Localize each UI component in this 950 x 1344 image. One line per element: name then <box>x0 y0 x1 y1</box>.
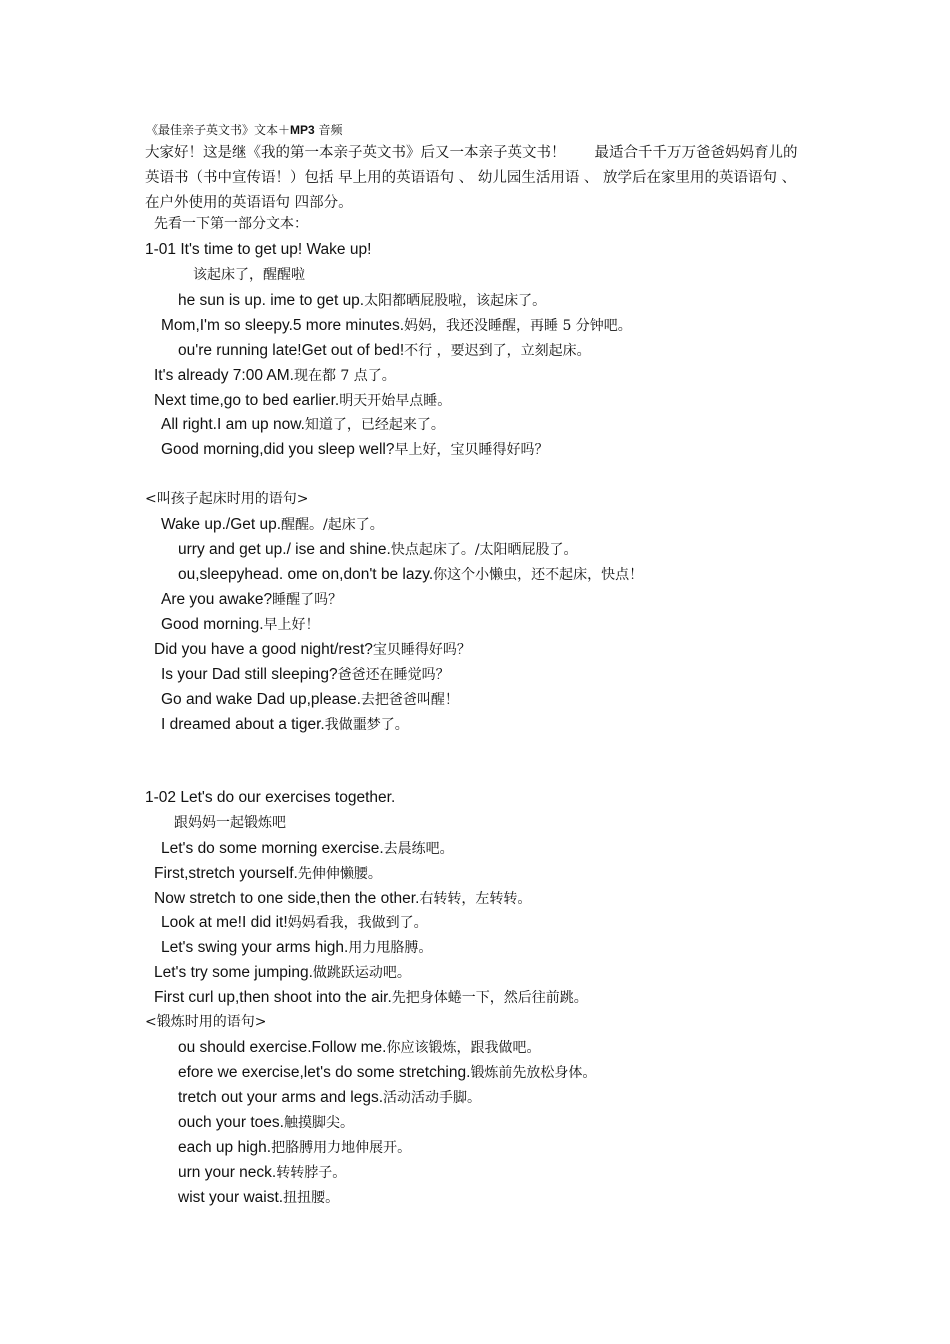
sentence-line <box>161 937 432 958</box>
sentence-line <box>161 714 409 735</box>
sentence-en: Go and wake Dad up,please. <box>161 691 361 708</box>
sentence-zh: 触摸脚尖。 <box>283 1115 354 1131</box>
sentence-en: Next time,go to bed earlier. <box>154 392 340 409</box>
sentence-zh: 我做噩梦了。 <box>324 717 409 733</box>
sentence-en: Now stretch to one side,then the other. <box>154 890 420 907</box>
sentence-zh: 早上好，宝贝睡得好吗？ <box>394 442 549 458</box>
sentence-line <box>154 863 382 884</box>
sentence-en: efore we exercise,let's do some stretching. <box>178 1064 471 1081</box>
sentence-line <box>161 514 384 535</box>
sentence-en: each up high. <box>178 1139 272 1156</box>
sentence-line <box>161 689 459 710</box>
intro-lead: 先看一下第一部分文本： <box>154 216 308 232</box>
sentence-zh: 用力甩胳膊。 <box>348 940 433 956</box>
sentence-zh: 去把爸爸叫醒！ <box>360 692 459 708</box>
sentence-zh: 你应该锻炼，跟我做吧。 <box>386 1040 541 1056</box>
sentence-line <box>161 589 342 610</box>
sentence-zh: 现在都 7 点了。 <box>293 368 396 384</box>
sentence-line <box>161 439 549 460</box>
sentence-en: urry and get up./ ise and shine. <box>178 541 391 558</box>
sentence-line <box>154 962 411 983</box>
sentence-line <box>161 614 320 635</box>
sentence-zh: 扭扭腰。 <box>283 1190 340 1206</box>
sentence-line <box>178 539 578 560</box>
sentence-line <box>154 390 451 411</box>
sentence-en: tretch out your arms and legs. <box>178 1089 384 1106</box>
sentence-line <box>178 1112 354 1133</box>
sentence-zh: 去晨练吧。 <box>383 841 454 857</box>
sentence-en: Did you have a good night/rest? <box>154 641 373 658</box>
sentence-line <box>178 1162 346 1183</box>
sentence-en: Let's try some jumping. <box>154 964 313 981</box>
sentence-line <box>154 888 531 909</box>
sentence-zh: 醒醒。/起床了。 <box>281 517 384 533</box>
sentence-line <box>161 838 454 859</box>
sentence-line <box>178 290 546 311</box>
sentence-zh: 转转脖子。 <box>276 1165 347 1181</box>
sentence-line <box>154 365 396 386</box>
sentence-zh: 早上好！ <box>263 617 320 633</box>
sentence-zh: 睡醒了吗？ <box>272 592 343 608</box>
sentence-zh: 爸爸还在睡觉吗？ <box>337 667 450 683</box>
sentence-line <box>161 414 445 435</box>
sentence-en: Let's do some morning exercise. <box>161 840 384 857</box>
sentence-line <box>161 912 428 933</box>
sentence-en: Good morning. <box>161 616 264 633</box>
sentence-en: he sun is up. ime to get up. <box>178 292 365 309</box>
sentence-en: ou should exercise.Follow me. <box>178 1039 387 1056</box>
intro-paragraph: 大家好！这是继《我的第一本亲子英文书》后又一本亲子英文书！ 最适合千千万万爸爸妈妈育儿的 英语书（书中宣传语！）包括 早上用的英语语句 、 幼儿园生活用语 、 放学后在家里用的英语语句 、 在户外使用的英语语句 四部分。 <box>145 145 798 211</box>
sentence-zh: 不行 ，要迟到了，立刻起床。 <box>404 343 591 359</box>
sentence-zh: 锻炼前先放松身体。 <box>470 1065 597 1081</box>
sentence-line <box>178 1037 541 1058</box>
sentence-zh: 把胳膊用力地伸展开。 <box>271 1140 412 1156</box>
sentence-en: First,stretch yourself. <box>154 865 298 882</box>
section2-subheading: 跟妈妈一起锻炼吧 <box>174 815 286 831</box>
sentence-line <box>178 1187 339 1208</box>
sentence-zh: 知道了，已经起来了。 <box>304 417 445 433</box>
document-title <box>146 121 343 138</box>
sentence-line <box>178 340 591 361</box>
sentence-en: Mom,I'm so sleepy.5 more minutes. <box>161 317 404 334</box>
sentence-zh: 右转转，左转转。 <box>419 891 532 907</box>
sentence-en: urn your neck. <box>178 1164 277 1181</box>
title-suffix: 音频 <box>314 123 343 137</box>
sentence-en: All right.I am up now. <box>161 416 305 433</box>
sentence-line <box>178 1137 411 1158</box>
sentence-zh: 宝贝睡得好吗？ <box>372 642 471 658</box>
sentence-en: ou,sleepyhead. ome on,don't be lazy. <box>178 566 434 583</box>
section2-heading: 1-02 Let's do our exercises together. <box>145 789 396 806</box>
sentence-zh: 活动活动手脚。 <box>383 1090 482 1106</box>
sentence-zh: 妈妈，我还没睡醒，再睡 5 分钟吧。 <box>404 318 632 334</box>
sentence-en: Are you awake? <box>161 591 273 608</box>
sentence-zh: 妈妈看我，我做到了。 <box>287 915 428 931</box>
group-title: <叫孩子起床时用的语句> <box>145 491 309 507</box>
sentence-en: Let's swing your arms high. <box>161 939 349 956</box>
group-title: <锻炼时用的语句> <box>145 1014 267 1030</box>
section1-subheading: 该起床了，醒醒啦 <box>193 267 305 283</box>
sentence-en: Wake up./Get up. <box>161 516 282 533</box>
sentence-en: ouch your toes. <box>178 1114 284 1131</box>
sentence-line <box>178 1087 481 1108</box>
sentence-zh: 先伸伸懒腰。 <box>297 866 382 882</box>
sentence-zh: 先把身体蜷一下，然后往前跳。 <box>391 990 588 1006</box>
sentence-en: Look at me!I did it! <box>161 914 288 931</box>
sentence-en: Good morning,did you sleep well? <box>161 441 395 458</box>
sentence-zh: 做跳跃运动吧。 <box>312 965 411 981</box>
sentence-en: It's already 7:00 AM. <box>154 367 294 384</box>
sentence-line <box>154 987 588 1008</box>
sentence-line <box>161 315 632 336</box>
sentence-line <box>161 664 450 685</box>
sentence-zh: 你这个小懒虫，还不起床，快点！ <box>433 567 644 583</box>
sentence-en: wist your waist. <box>178 1189 284 1206</box>
sentence-en: First curl up,then shoot into the air. <box>154 989 392 1006</box>
sentence-zh: 太阳都晒屁股啦，该起床了。 <box>364 293 547 309</box>
sentence-en: I dreamed about a tiger. <box>161 716 325 733</box>
sentence-line <box>154 639 471 660</box>
sentence-en: Is your Dad still sleeping? <box>161 666 338 683</box>
sentence-line <box>178 1062 596 1083</box>
title-prefix: 《最佳亲子英文书》文本＋ <box>146 123 291 137</box>
sentence-en: ou're running late!Get out of bed! <box>178 342 405 359</box>
sentence-line <box>178 564 643 585</box>
title-mp3: MP3 <box>290 123 315 137</box>
sentence-zh: 快点起床了。/太阳晒屁股了。 <box>390 542 578 558</box>
section1-heading: 1-01 It's time to get up! Wake up! <box>145 241 372 258</box>
sentence-zh: 明天开始早点睡。 <box>339 393 452 409</box>
